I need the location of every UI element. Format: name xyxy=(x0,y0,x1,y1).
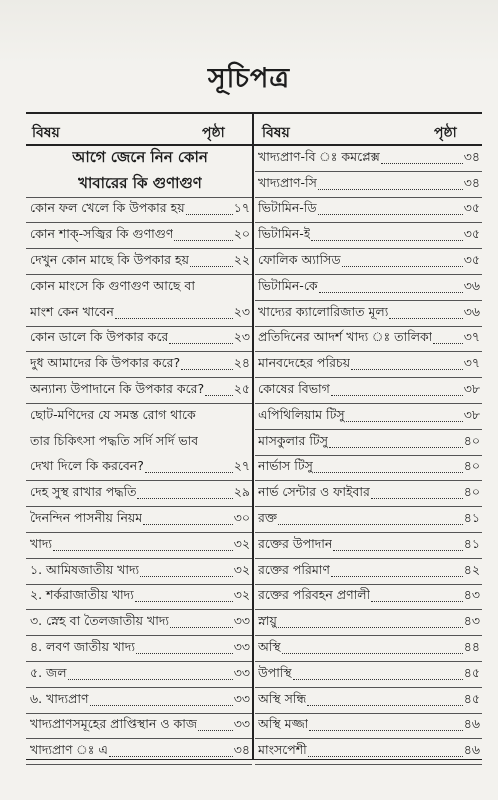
toc-entry xyxy=(255,456,482,482)
toc-entry-label: দেখা দিলে কি করবেন? xyxy=(30,458,144,474)
dot-leader xyxy=(205,395,233,396)
toc-entry xyxy=(26,223,252,249)
left-column xyxy=(26,146,252,765)
dot-leader xyxy=(186,214,233,215)
toc-entry-label: নার্ভ সেন্টার ও ফাইবার xyxy=(258,484,370,500)
toc-entry-label: দেহ সুস্থ রাখার পদ্ধতি xyxy=(30,484,137,500)
toc-entry-label: তার চিকিৎসা পদ্ধতি সর্দি সর্দি ভাব xyxy=(30,432,199,448)
toc-entry xyxy=(255,327,482,353)
toc-page-number: ৪০ xyxy=(463,458,480,474)
toc-entry xyxy=(26,688,252,714)
toc-entry xyxy=(26,610,252,636)
toc-entry xyxy=(255,249,482,275)
toc-page-number: ২০ xyxy=(233,226,250,242)
toc-entry-label: ৩. স্নেহ বা তৈলজাতীয় খাদ্য xyxy=(30,613,170,629)
toc-entry-label: স্নায়ু xyxy=(258,613,277,629)
dot-leader xyxy=(351,369,463,370)
toc-entry xyxy=(255,430,482,456)
dot-leader xyxy=(169,343,232,344)
dot-leader xyxy=(329,447,463,448)
toc-entry xyxy=(255,172,482,198)
dot-leader xyxy=(371,498,463,499)
toc-entry xyxy=(26,559,252,585)
toc-entry-label: খাদ্যপ্রাণ-বি ঃ কমপ্লেক্স xyxy=(258,148,380,164)
toc-entry-label: ২. শর্করাজাতীয় খাদ্য xyxy=(30,587,134,603)
dot-leader xyxy=(181,369,233,370)
toc-entry-label: ভিটামিন-ই xyxy=(258,226,311,242)
toc-entry xyxy=(26,404,252,430)
dot-leader xyxy=(307,705,462,706)
toc-page-number: ৪৩ xyxy=(463,613,480,629)
toc-entry xyxy=(255,688,482,714)
dot-leader xyxy=(293,679,463,680)
dot-leader xyxy=(311,240,462,241)
toc-entry-label: রক্তের উপাদান xyxy=(258,535,333,551)
left-subject-header: বিষয় xyxy=(32,125,60,141)
toc-entry xyxy=(26,430,252,456)
toc-entry-label: অস্থি মজ্জা xyxy=(258,716,309,732)
toc-entry-label: খাবারের কি গুণাগুণ xyxy=(78,174,202,193)
toc-page-number: ১৭ xyxy=(233,200,250,216)
toc-page-number: ৩৬ xyxy=(463,277,480,293)
toc-page-number: ২২ xyxy=(233,252,250,268)
toc-entry-label: নার্ভাস টিসু xyxy=(258,458,313,474)
dot-leader xyxy=(309,730,462,731)
toc-entry xyxy=(255,533,482,559)
toc-entry-label: খাদ্যের ক্যালোরিজাত মূল্য xyxy=(258,303,389,319)
toc-entry xyxy=(26,301,252,327)
dot-leader xyxy=(190,266,233,267)
toc-page-number: ২৩ xyxy=(233,303,250,319)
toc-entry xyxy=(26,275,252,301)
toc-entry xyxy=(255,146,482,172)
toc-page-number: ৪৬ xyxy=(463,742,480,758)
toc-page-number: ৩৫ xyxy=(463,200,480,216)
toc-page-number: ৩৭ xyxy=(463,329,480,345)
toc-entry-label: ৬. খাদ্যপ্রাণ xyxy=(30,690,89,706)
toc-page-number: ৩৩ xyxy=(233,690,250,706)
toc-page-number: ৪১ xyxy=(463,510,480,526)
toc-entry xyxy=(255,275,482,301)
toc-page-number: ২৩ xyxy=(233,329,250,345)
toc-entry-label: ভিটামিন-ডি xyxy=(258,200,317,216)
dot-leader xyxy=(331,395,463,396)
toc-entry xyxy=(255,559,482,585)
dot-leader xyxy=(170,627,233,628)
dot-leader xyxy=(90,705,233,706)
toc-entry-label: খাদ্যপ্রাণ ঃ এ xyxy=(30,742,108,758)
toc-entry-label: রক্তের পরিমাণ xyxy=(258,561,330,577)
toc-page-number: ৩০ xyxy=(233,510,250,526)
toc-entry xyxy=(26,172,252,198)
toc-entry-label: প্রতিদিনের আদর্শ খাদ্য ঃ তালিকা xyxy=(258,329,433,345)
toc-entry-label: আগে জেনে নিন কোন xyxy=(72,148,208,167)
toc-entry xyxy=(26,533,252,559)
toc-page-number: ৪১ xyxy=(463,535,480,551)
right-subject-header: বিষয় xyxy=(262,125,290,141)
toc-page-number: ২৫ xyxy=(233,381,250,397)
dot-leader xyxy=(308,756,463,757)
toc-entry-label: ফোলিক অ্যাসিড xyxy=(258,252,341,268)
toc-entry-label: ৫. জল xyxy=(30,664,67,680)
toc-entry xyxy=(255,662,482,688)
dot-leader xyxy=(331,576,463,577)
toc-entry-label: মাংশ কেন খাবেন xyxy=(30,303,114,319)
toc-entry xyxy=(26,198,252,224)
toc-entry-label: কোন ফল খেলে কি উপকার হয় xyxy=(30,200,185,216)
dot-leader xyxy=(346,421,463,422)
dot-leader xyxy=(371,601,463,602)
toc-entry xyxy=(26,636,252,662)
toc-entry xyxy=(255,223,482,249)
toc-entry xyxy=(26,378,252,404)
toc-entry xyxy=(26,456,252,482)
toc-page-number: ২৪ xyxy=(233,355,250,371)
toc-page-number: ৩৩ xyxy=(233,664,250,680)
toc-entry-label: কোন মাংসে কি গুণাগুণ আছে বা xyxy=(30,277,195,293)
toc-page-number: ৪৩ xyxy=(463,587,480,603)
dot-leader xyxy=(145,472,233,473)
toc-page-number: ২৯ xyxy=(233,484,250,500)
right-column xyxy=(255,146,482,765)
toc-entry xyxy=(26,585,252,611)
toc-entry-label: ১. আমিষজাতীয় খাদ্য xyxy=(30,561,140,577)
dot-leader xyxy=(342,266,463,267)
toc-entry-label: কোন শাক্-সজ্বির কি গুণাগুণ xyxy=(30,226,174,242)
contents-table xyxy=(26,112,482,760)
toc-entry xyxy=(255,585,482,611)
toc-entry xyxy=(26,352,252,378)
toc-entry-label: অস্থি xyxy=(258,639,281,655)
toc-page-number: ৩৩ xyxy=(233,716,250,732)
dot-leader xyxy=(115,318,233,319)
toc-entry-label: রক্তের পরিবহন প্রণালী xyxy=(258,587,371,603)
toc-entry xyxy=(255,404,482,430)
toc-page-number: ৩৪ xyxy=(463,148,480,164)
dot-leader xyxy=(53,550,233,551)
toc-entry-label: অস্থি সন্ধি xyxy=(258,690,307,706)
toc-page-number: ৩৪ xyxy=(233,742,250,758)
dot-leader xyxy=(433,343,462,344)
toc-page-number: ৩৫ xyxy=(463,226,480,242)
toc-page-number: ৩২ xyxy=(233,587,250,603)
toc-entry-label: দুধ আমাদের কি উপকার করে? xyxy=(30,355,181,371)
dot-leader xyxy=(135,601,233,602)
dot-leader xyxy=(198,730,233,731)
dot-leader xyxy=(143,524,233,525)
page-title: সূচিপত্র xyxy=(207,63,291,94)
toc-page-number: ৩২ xyxy=(233,535,250,551)
dot-leader xyxy=(136,653,233,654)
dot-leader xyxy=(278,524,463,525)
left-page-header: পৃষ্ঠা xyxy=(202,125,225,141)
toc-page-number: ২৭ xyxy=(233,458,250,474)
toc-entry xyxy=(255,714,482,740)
toc-page-number: ৪৫ xyxy=(463,664,480,680)
toc-entry xyxy=(255,610,482,636)
toc-entry xyxy=(26,327,252,353)
toc-entry xyxy=(26,507,252,533)
toc-entry xyxy=(255,507,482,533)
toc-page-number: ৩৬ xyxy=(463,303,480,319)
dot-leader xyxy=(381,163,463,164)
toc-entry xyxy=(26,481,252,507)
toc-entry-label: উপাস্থি xyxy=(258,664,292,680)
toc-entry xyxy=(26,739,252,765)
dot-leader xyxy=(140,576,233,577)
toc-entry xyxy=(255,301,482,327)
toc-page-number: ৪০ xyxy=(463,432,480,448)
dot-leader xyxy=(109,756,233,757)
toc-page-number: ৩৪ xyxy=(463,174,480,190)
toc-page-number: ৩৩ xyxy=(233,613,250,629)
toc-entry xyxy=(255,378,482,404)
toc-entry-label: দেখুন কোন মাছে কি উপকার হয় xyxy=(30,252,189,268)
toc-entry xyxy=(255,198,482,224)
right-page-header: পৃষ্ঠা xyxy=(434,125,457,141)
toc-entry-label: এপিথিলিয়াম টিসু xyxy=(258,406,345,422)
toc-entry xyxy=(26,714,252,740)
dot-leader xyxy=(389,318,462,319)
toc-entry xyxy=(255,636,482,662)
dot-leader xyxy=(68,679,233,680)
toc-entry-label: মানবদেহের পরিচয় xyxy=(258,355,351,371)
toc-entry xyxy=(26,249,252,275)
toc-entry xyxy=(26,146,252,172)
toc-entry-label: অন্যান্য উপাদানে কি উপকার করে? xyxy=(30,381,205,397)
toc-entry xyxy=(255,352,482,378)
toc-page-number: ৪০ xyxy=(463,484,480,500)
toc-entry-label: মাংসপেশী xyxy=(258,742,307,758)
toc-entry xyxy=(26,662,252,688)
toc-page-number: ৪৪ xyxy=(463,639,480,655)
toc-entry-label: ভিটামিন-কে xyxy=(258,277,318,293)
toc-page-number: ৩৩ xyxy=(233,639,250,655)
toc-page-number: ৪৫ xyxy=(463,690,480,706)
toc-page-number: ৩৮ xyxy=(463,406,480,422)
toc-entry-label: খাদ্যপ্রাণসমূহের প্রাপ্তিস্থান ও কাজ xyxy=(30,716,198,732)
toc-entry-label: রক্ত xyxy=(258,510,278,526)
dot-leader xyxy=(282,653,463,654)
dot-leader xyxy=(314,472,463,473)
toc-entry-label: খাদ্য xyxy=(30,535,53,551)
dot-leader xyxy=(333,550,462,551)
dot-leader xyxy=(318,189,463,190)
column-divider xyxy=(252,114,254,759)
toc-entry-label: ৪. লবণ জাতীয় খাদ্য xyxy=(30,639,135,655)
dot-leader xyxy=(174,240,232,241)
toc-entry-label: দৈনন্দিন পাসনীয় নিয়ম xyxy=(30,510,143,526)
toc-entry-label: খাদ্যপ্রাণ-সি xyxy=(258,174,317,190)
toc-entry-label: মাসকুলার টিসু xyxy=(258,432,329,448)
dot-leader xyxy=(318,214,463,215)
dot-leader xyxy=(278,627,463,628)
dot-leader xyxy=(319,292,463,293)
toc-page-number: ৪২ xyxy=(463,561,480,577)
toc-page-number: ৩৭ xyxy=(463,355,480,371)
toc-entry xyxy=(255,739,482,765)
toc-entry xyxy=(255,481,482,507)
toc-entry-label: ছোট-মণিদের যে সমস্ত রোগ থাকে xyxy=(30,406,196,422)
toc-page-number: ৩২ xyxy=(233,561,250,577)
toc-entry-label: কোষের বিভাগ xyxy=(258,381,330,397)
dot-leader xyxy=(137,498,232,499)
toc-entry-label: কোন ডালে কি উপকার করে xyxy=(30,329,169,345)
toc-page-number: ৩৮ xyxy=(463,381,480,397)
toc-page-number: ৪৬ xyxy=(463,716,480,732)
toc-page-number: ৩৫ xyxy=(463,252,480,268)
